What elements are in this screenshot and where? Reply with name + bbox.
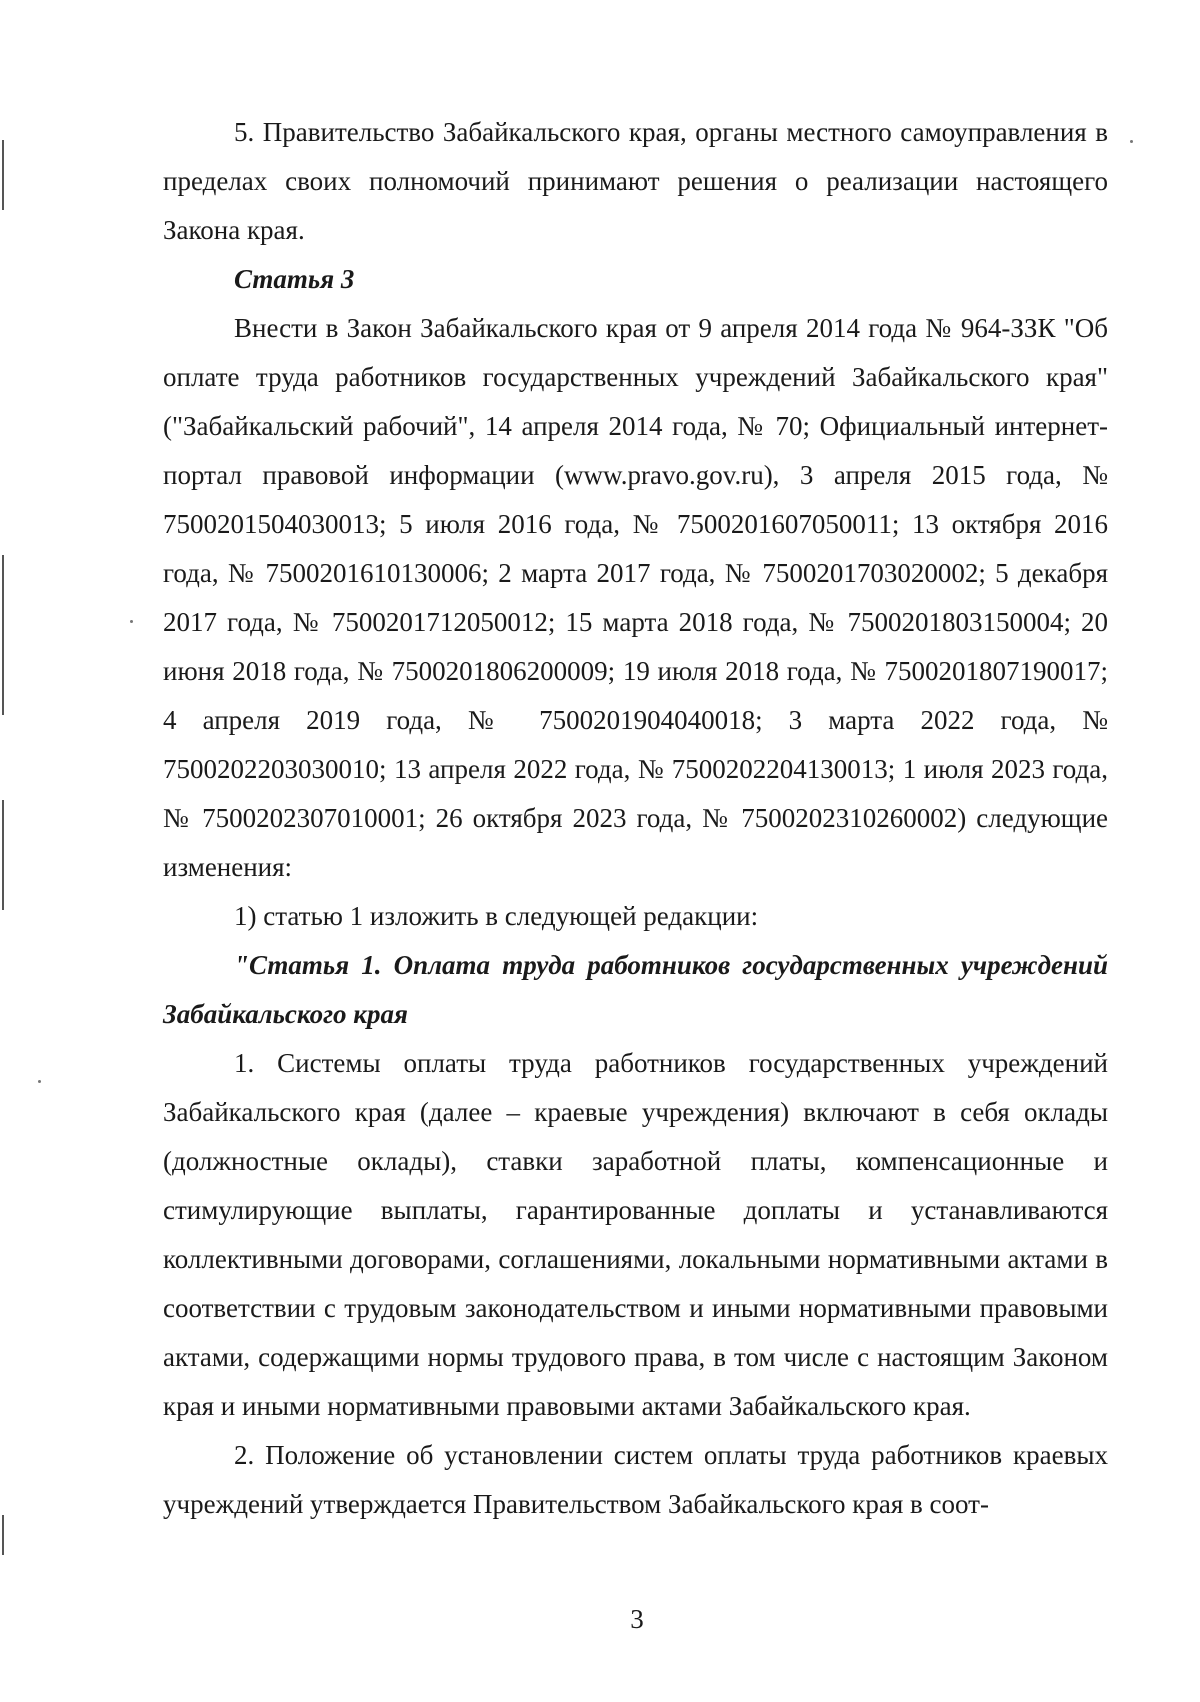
item-1: 1) статью 1 изложить в следующей редакции:	[234, 901, 759, 931]
article-3-heading: Статья 3	[234, 264, 355, 294]
scan-margin-mark	[2, 555, 4, 715]
document-body	[163, 108, 1108, 1529]
article-1-paragraph-1: 1. Системы оплаты труда работников государственных учреждений Забайкальского края (далее – краевые учреждения) включают в себя оклады (должностные оклады), ставки заработной платы, компенсационные и стимулирующие выплаты, гарантированные доплаты и устанавливаются коллективными договорами, соглашениями, локальными нормативными актами в соответствии с трудовым законодательством и иными нормативными правовыми актами, содержащими нормы трудового права, в том числе с настоящим Законом края и иными нормативными правовыми актами Забайкальского края.	[163, 1048, 1108, 1421]
scan-margin-mark	[2, 140, 4, 210]
scan-speck	[130, 620, 133, 623]
scan-margin-mark	[2, 800, 4, 910]
scan-speck	[1130, 140, 1133, 143]
article-3-text: Внести в Закон Забайкальского края от 9 апреля 2014 года № 964-ЗЗК "Об оплате труда работников государственных учреждений Забайкальского края" ("Забайкальский рабочий", 14 апреля 2014 года, № 70; Официальный интернет-портал правовой информации (www.pravo.gov.ru), 3 апреля 2015 года, № 7500201504030013; 5 июля 2016 года, № 7500201607050011; 13 октября 2016 года, № 7500201610130006; 2 марта 2017 года, № 7500201703020002; 5 декабря 2017 года, № 7500201712050012; 15 марта 2018 года, № 7500201803150004; 20 июня 2018 года, № 7500201806200009; 19 июля 2018 года, № 7500201807190017; 4 апреля 2019 года, № 7500201904040018; 3 марта 2022 года, № 7500202203030010; 13 апреля 2022 года, № 7500202204130013; 1 июля 2023 года, № 7500202307010001; 26 октября 2023 года, № 7500202310260002) следующие изменения:	[163, 313, 1108, 882]
scan-margin-mark	[2, 1515, 4, 1555]
paragraph-5: 5. Правительство Забайкальского края, органы местного самоуправления в пределах своих полномочий принимают решения о реализации настоящего Закона края.	[163, 117, 1108, 245]
article-1-paragraph-2: 2. Положение об установлении систем оплаты труда работников краевых учреждений утверждается Правительством Забайкальского края в соот-	[163, 1440, 1108, 1519]
page-number: 3	[630, 1604, 644, 1634]
scan-speck	[38, 1080, 41, 1083]
article-1-title: "Статья 1. Оплата труда работников государственных учреждений Забайкальского края	[163, 950, 1108, 1029]
